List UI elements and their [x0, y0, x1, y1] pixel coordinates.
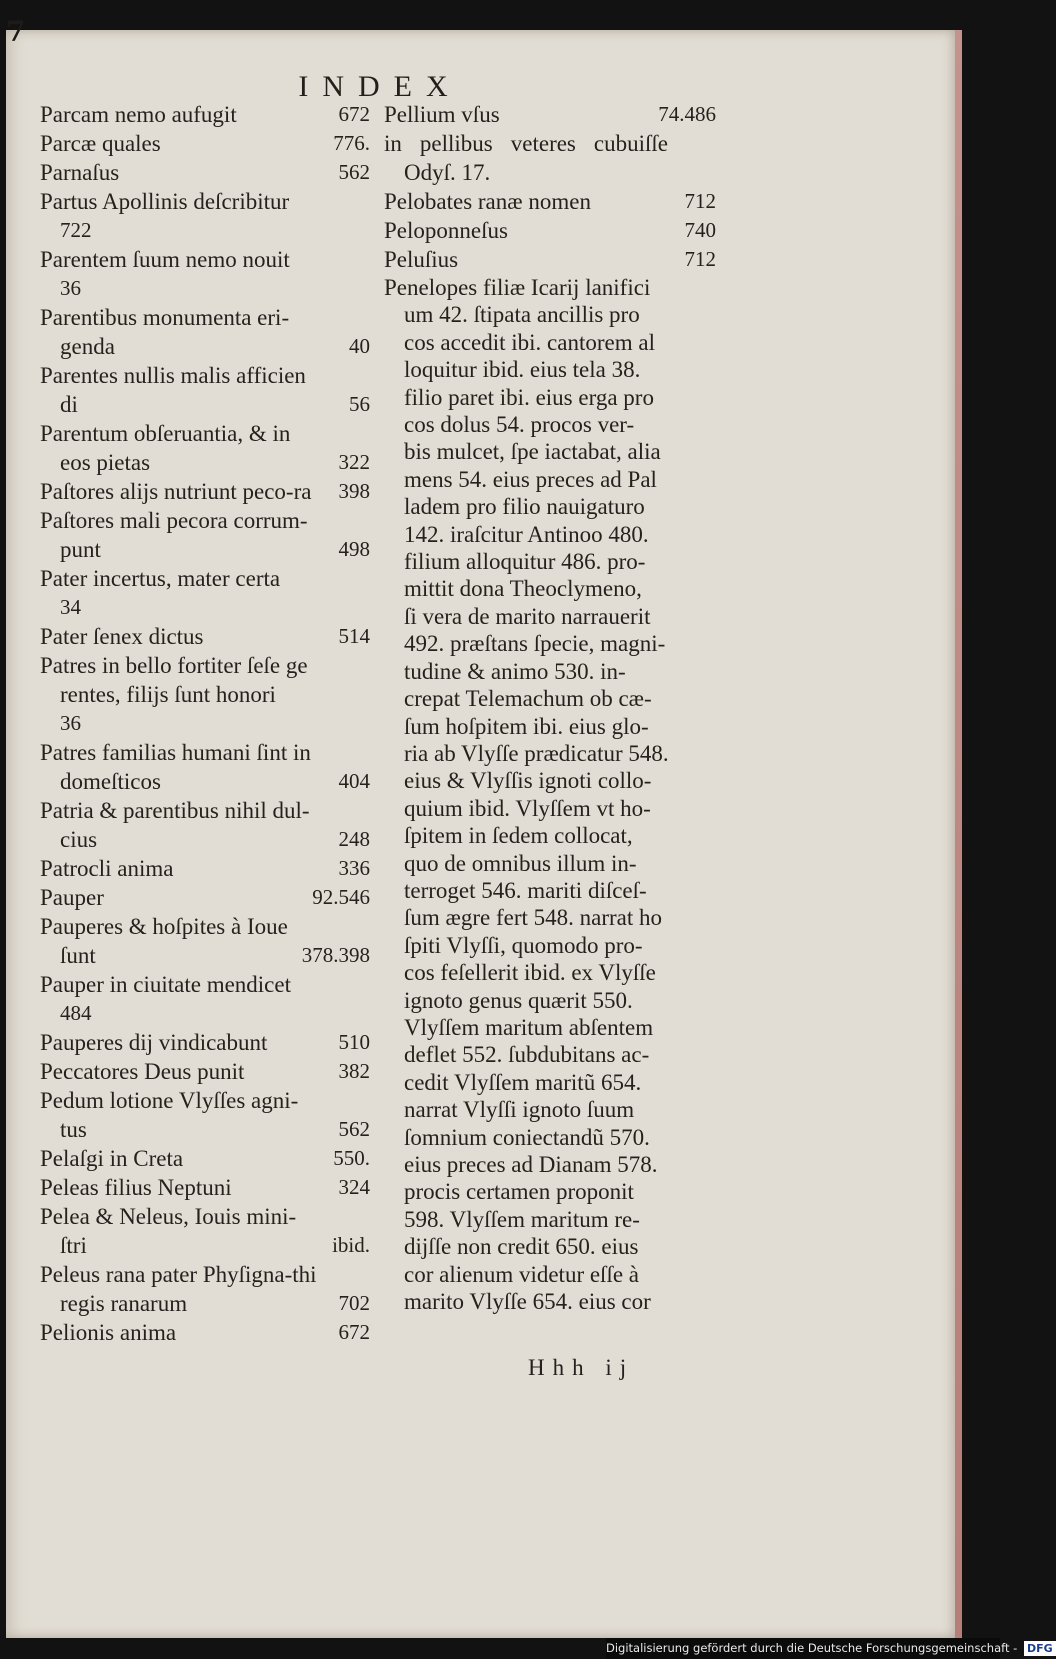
index-entry: [40, 1057, 370, 1086]
entry-page-ref: 510: [338, 1030, 370, 1054]
index-entry: [40, 158, 370, 187]
index-entry: [40, 1086, 370, 1144]
entry-page-ref: 562: [338, 160, 370, 184]
entry-term: Parcæ quales: [40, 131, 161, 156]
entry-term: Parentem ſuum nemo nouit: [40, 247, 290, 272]
index-entry: [40, 187, 370, 245]
index-entry: [40, 100, 370, 129]
penelope-line: terroget 546. mariti diſceſ-: [404, 877, 647, 903]
entry-page-ref: 36: [60, 276, 81, 300]
entry-term: Parentibus monumenta eri-genda: [40, 305, 290, 359]
index-entry: [40, 1260, 370, 1318]
entry-page-ref: 92.546: [312, 885, 370, 909]
right-entry-list: [384, 100, 716, 274]
left-entry-list: [40, 100, 370, 1347]
penelope-line: ſum hoſpitem ibi. eius glo-: [404, 713, 649, 739]
index-entry: [384, 129, 716, 187]
right-column: [384, 100, 716, 1315]
entry-term: Patres familias humani ſint in domeſticos: [40, 740, 311, 794]
entry-page-ref: 672: [338, 102, 370, 126]
entry-term: Partus Apollinis deſcribitur: [40, 189, 290, 214]
corner-mark: 7: [6, 15, 26, 48]
index-entry: [40, 1202, 370, 1260]
entry-term: Pelea & Neleus, Iouis mini-ſtri: [40, 1204, 297, 1258]
penelope-line: procis certamen proponit: [404, 1179, 634, 1205]
penelope-line: Penelopes filiæ Icarij lanifici: [384, 275, 651, 300]
entry-term: Paſtores alijs nutriunt peco-ra: [40, 479, 312, 504]
entry-page-ref: 712: [684, 189, 716, 213]
penelope-line: cos dolus 54. procos ver-: [404, 412, 635, 438]
entry-page-ref: 336: [338, 856, 370, 880]
penelope-line: Vlyſſem maritum abſentem: [404, 1014, 654, 1040]
penelope-line: deflet 552. ſubdubitans ac-: [404, 1042, 650, 1068]
entry-term: Patria & parentibus nihil dul-cius: [40, 798, 310, 852]
penelope-line: crepat Telemachum ob cæ-: [404, 686, 652, 712]
penelope-line: ladem pro filio nauigaturo: [404, 494, 645, 520]
index-entry: [384, 245, 716, 274]
index-entry: [40, 564, 370, 622]
entry-term: Pelobates ranæ nomen: [384, 189, 591, 214]
left-column: [40, 100, 370, 1347]
index-entry: [40, 303, 370, 361]
entry-page-ref: 702: [338, 1291, 370, 1315]
entry-term: Pelionis anima: [40, 1320, 177, 1345]
penelope-line: ſum ægre fert 548. narrat ho: [404, 905, 663, 931]
entry-page-ref: 40: [349, 334, 370, 358]
signature-mark: Hhh ij: [528, 1355, 635, 1380]
penelope-line: ſpitem in ſedem collocat,: [404, 823, 633, 849]
penelope-line: mens 54. eius preces ad Pal: [404, 466, 657, 492]
entry-page-ref: 74.486: [658, 102, 716, 126]
penelope-line: ſomnium coniectandũ 570.: [404, 1124, 650, 1150]
index-entry: [40, 622, 370, 651]
entry-term: Peloponneſus: [384, 218, 508, 243]
page-edge: [955, 30, 962, 1638]
entry-term: Pelaſgi in Creta: [40, 1146, 184, 1171]
entry-page-ref: 740: [684, 218, 716, 242]
penelope-line: ſi vera de marito narrauerit: [404, 603, 651, 629]
penelope-line: eius preces ad Dianam 578.: [404, 1152, 658, 1177]
entry-page-ref: 248: [338, 827, 370, 851]
index-entry: [40, 419, 370, 477]
penelope-line: filium alloquitur 486. pro-: [404, 549, 646, 575]
entry-page-ref: 56: [349, 392, 370, 416]
entry-page-ref: ibid.: [332, 1233, 370, 1257]
penelope-line: cos accedit ibi. cantorem al: [404, 329, 655, 355]
index-entry: [40, 651, 370, 738]
penelope-line: loquitur ibid. eius tela 38.: [404, 357, 641, 383]
entry-term: Parentum obſeruantia, & in eos pietas: [40, 421, 291, 475]
penelope-line: ignoto genus quærit 550.: [404, 987, 633, 1013]
index-entry: [40, 883, 370, 912]
entry-page-ref: 484: [60, 1001, 92, 1025]
penelope-line: tudine & animo 530. in-: [404, 658, 626, 684]
entry-term: Pauperes & hoſpites à Ioue ſunt: [40, 914, 288, 968]
index-entry: [40, 912, 370, 970]
entry-term: Peleus rana pater Phyſigna-thi regis ranarum: [40, 1262, 317, 1316]
entry-term: Pauper in ciuitate mendicet: [40, 972, 291, 997]
penelope-line: cedit Vlyſſem maritũ 654.: [404, 1069, 642, 1095]
entry-page-ref: 378.398: [301, 943, 370, 967]
dfg-logo: DFG: [1024, 1641, 1056, 1656]
penelope-line: quo de omnibus illum in-: [404, 850, 637, 876]
penelope-line: um 42. ſtipata ancillis pro: [404, 302, 640, 328]
penelope-line: ſpiti Vlyſſi, quomodo pro-: [404, 932, 643, 958]
digitization-footer: [606, 1638, 1053, 1659]
index-entry: [40, 506, 370, 564]
penelope-line: dijſſe non credit 650. eius: [404, 1234, 639, 1260]
entry-term: Pauperes dij vindicabunt: [40, 1030, 268, 1055]
entry-term: Paſtores mali pecora corrum-punt: [40, 508, 308, 562]
entry-term: Parentes nullis malis afficien di: [40, 363, 306, 417]
entry-term: Pellium vſus: [384, 102, 500, 127]
entry-term: Peccatores Deus punit: [40, 1059, 245, 1084]
entry-page-ref: 324: [338, 1175, 370, 1199]
penelope-line: ria ab Vlyſſe prædicatur 548.: [404, 740, 669, 766]
penelope-line: 598. Vlyſſem maritum re-: [404, 1206, 640, 1232]
index-entry: [40, 477, 370, 506]
penelope-line: bis mulcet, ſpe iactabat, alia: [404, 439, 661, 465]
entry-term: in pellibus veteres cubuiſſe Odyſ. 17.: [384, 131, 668, 185]
index-entry: [40, 129, 370, 158]
entry-page-ref: 382: [338, 1059, 370, 1083]
entry-page-ref: 498: [338, 537, 370, 561]
index-entry: [40, 1173, 370, 1202]
index-entry: [40, 1144, 370, 1173]
entry-term: Pater ſenex dictus: [40, 624, 204, 649]
entry-page-ref: 398: [338, 479, 370, 503]
entry-term: Peluſius: [384, 247, 459, 272]
entry-page-ref: 36: [60, 711, 81, 735]
penelope-line: narrat Vlyſſi ignoto ſuum: [404, 1097, 635, 1123]
entry-term: Pauper: [40, 885, 104, 910]
penelope-line: cos feſellerit ibid. ex Vlyſſe: [404, 960, 656, 986]
page-header: INDEX: [298, 70, 462, 103]
entry-page-ref: 712: [684, 247, 716, 271]
entry-term: Parnaſus: [40, 160, 120, 185]
entry-page-ref: 672: [338, 1320, 370, 1344]
penelope-line: 142. iraſcitur Antinoo 480.: [404, 521, 649, 547]
penelope-line: cor alienum videtur eſſe à: [404, 1261, 640, 1287]
entry-term: Pater incertus, mater certa: [40, 566, 281, 591]
penelope-line: 492. præſtans ſpecie, magni-: [404, 631, 666, 657]
entry-term: Patrocli anima: [40, 856, 174, 881]
entry-page-ref: 514: [338, 624, 370, 648]
entry-term: Parcam nemo aufugit: [40, 102, 237, 127]
entry-page-ref: 34: [60, 595, 81, 619]
footer-text: Digitalisierung gefördert durch die Deutsche Forschungsgemeinschaft -: [606, 1641, 1018, 1655]
entry-page-ref: 776.: [333, 131, 370, 155]
entry-page-ref: 322: [338, 450, 370, 474]
index-entry: [40, 854, 370, 883]
index-entry: [40, 245, 370, 303]
index-entry: [384, 216, 716, 245]
index-entry: [384, 100, 716, 129]
index-entry: [40, 1318, 370, 1347]
entry-page-ref: 404: [338, 769, 370, 793]
penelope-line: eius & Vlyſſis ignoti collo-: [404, 768, 652, 794]
index-entry: [40, 796, 370, 854]
index-entry: [40, 738, 370, 796]
entry-page-ref: 562: [338, 1117, 370, 1141]
index-entry: [40, 970, 370, 1028]
entry-term: Peleas filius Neptuni: [40, 1175, 232, 1200]
penelope-entry: [384, 274, 716, 1315]
index-entry: [384, 187, 716, 216]
entry-page-ref: 550.: [333, 1146, 370, 1170]
entry-term: Patres in bello fortiter ſeſe ge rentes, filijs ſunt honori: [40, 653, 308, 707]
penelope-line: marito Vlyſſe 654. eius cor: [404, 1289, 651, 1315]
penelope-line: quium ibid. Vlyſſem vt ho-: [404, 795, 651, 821]
penelope-line: mittit dona Theoclymeno,: [404, 576, 642, 602]
entry-term: Pedum lotione Vlyſſes agni-tus: [40, 1088, 299, 1142]
penelope-line: filio paret ibi. eius erga pro: [404, 384, 654, 410]
index-entry: [40, 361, 370, 419]
entry-page-ref: 722: [60, 218, 92, 242]
index-entry: [40, 1028, 370, 1057]
